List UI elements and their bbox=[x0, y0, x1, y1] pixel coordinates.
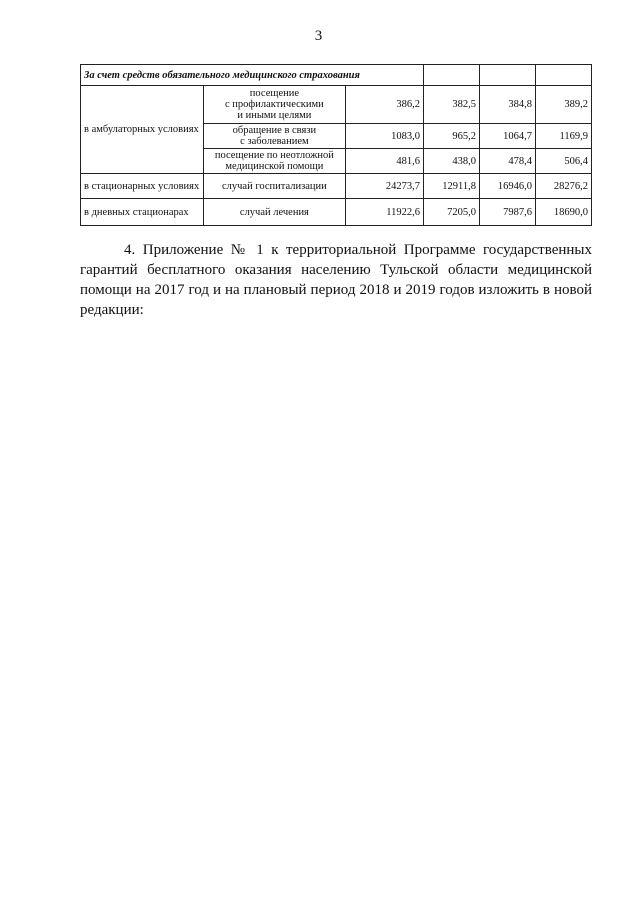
value-cell: 481,6 bbox=[345, 149, 423, 174]
value-cell: 384,8 bbox=[480, 86, 536, 124]
value-cell: 18690,0 bbox=[535, 199, 591, 226]
value-cell: 1064,7 bbox=[480, 124, 536, 149]
value-cell: 16946,0 bbox=[480, 174, 536, 199]
condition-cell: в амбулаторных условиях bbox=[81, 86, 204, 174]
value-cell: 12911,8 bbox=[424, 174, 480, 199]
table-row bbox=[81, 174, 592, 199]
value-cell: 965,2 bbox=[424, 124, 480, 149]
condition-cell: в дневных стационарах bbox=[81, 199, 204, 226]
value-cell: 506,4 bbox=[535, 149, 591, 174]
unit-line: с профилактическими bbox=[225, 99, 324, 110]
value-cell: 389,2 bbox=[535, 86, 591, 124]
unit-cell bbox=[204, 149, 345, 174]
unit-cell: случай лечения bbox=[204, 199, 345, 226]
value-cell: 28276,2 bbox=[535, 174, 591, 199]
value-cell: 1169,9 bbox=[535, 124, 591, 149]
body-paragraph: 4. Приложение № 1 к территориальной Программе государственных гарантий бесплатного оказания населению Тульской области медицинской помощи на 2017 год и на плановый период 2018 и 2019 годов изложить в новой редакции: bbox=[80, 242, 592, 318]
table-row bbox=[81, 199, 592, 226]
table-cell bbox=[480, 65, 536, 86]
unit-cell bbox=[204, 124, 345, 149]
value-cell: 11922,6 bbox=[345, 199, 423, 226]
funding-table bbox=[80, 64, 592, 226]
value-cell: 478,4 bbox=[480, 149, 536, 174]
table-cell bbox=[535, 65, 591, 86]
unit-line: посещение bbox=[249, 88, 300, 99]
unit-cell: случай госпитализации bbox=[204, 174, 345, 199]
table-cell bbox=[424, 65, 480, 86]
value-cell: 7987,6 bbox=[480, 199, 536, 226]
value-cell: 386,2 bbox=[345, 86, 423, 124]
value-cell: 438,0 bbox=[424, 149, 480, 174]
condition-cell: в стационарных условиях bbox=[81, 174, 204, 199]
unit-cell bbox=[204, 86, 345, 124]
section-title: За счет средств обязательного медицинского страхования bbox=[81, 65, 424, 86]
unit-line: обращение в связи bbox=[232, 125, 317, 136]
value-cell: 382,5 bbox=[424, 86, 480, 124]
unit-line: медицинской помощи bbox=[225, 161, 324, 172]
value-cell: 24273,7 bbox=[345, 174, 423, 199]
value-cell: 1083,0 bbox=[345, 124, 423, 149]
value-cell: 7205,0 bbox=[424, 199, 480, 226]
table-row bbox=[81, 86, 592, 124]
unit-line: с заболеванием bbox=[240, 136, 309, 147]
unit-line: посещение по неотложной bbox=[214, 150, 334, 161]
unit-line: и иными целями bbox=[237, 110, 312, 121]
table-row bbox=[81, 65, 592, 86]
page-number: 3 bbox=[314, 28, 323, 44]
